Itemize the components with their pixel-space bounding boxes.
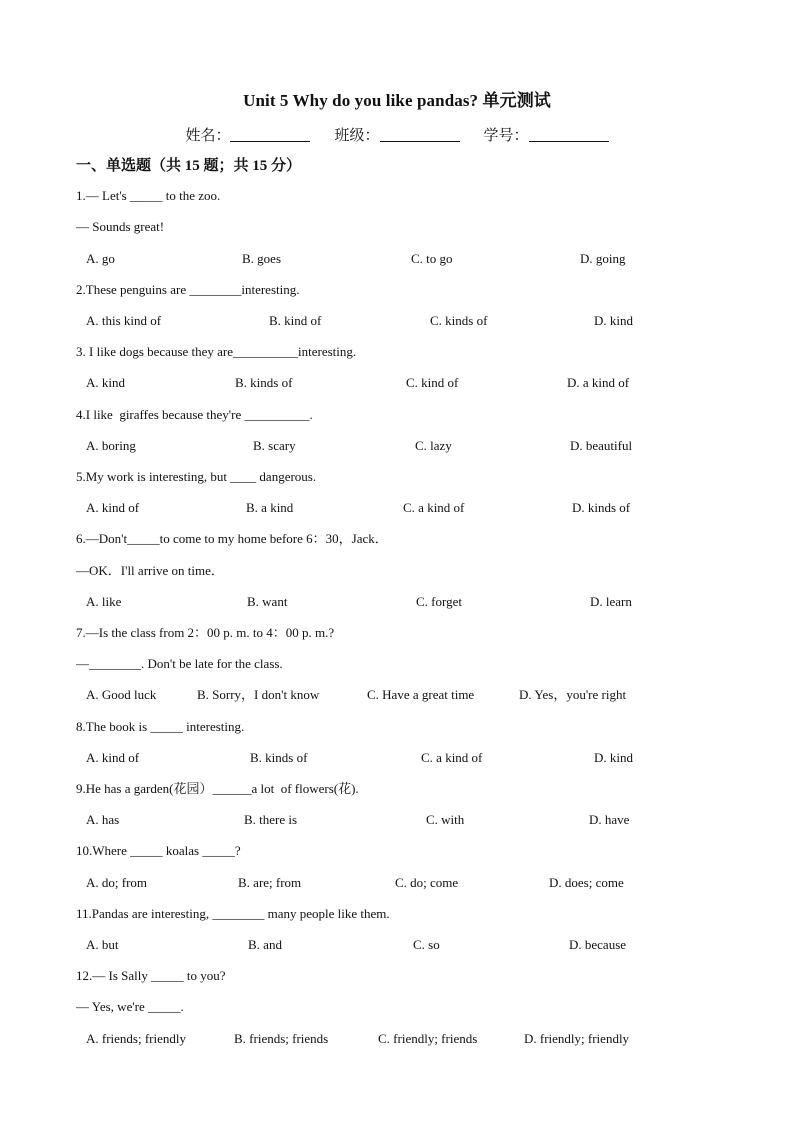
question-11-stem: 11.Pandas are interesting, ________ many people like them.	[76, 906, 390, 921]
q10-option-b[interactable]: B. are; from	[238, 875, 302, 890]
question-1-line-2: — Sounds great!	[76, 219, 165, 234]
q8-option-b[interactable]: B. kinds of	[250, 750, 308, 765]
q9-option-d[interactable]: D. have	[589, 812, 630, 827]
question-6-line-2: —OK．I'll arrive on time．	[76, 563, 224, 578]
q6-option-b[interactable]: B. want	[247, 594, 288, 609]
q12-option-a[interactable]: A. friends; friendly	[86, 1031, 187, 1046]
q7-option-b[interactable]: B. Sorry，I don't know	[197, 687, 320, 702]
q4-option-b[interactable]: B. scary	[253, 438, 296, 453]
question-10-stem: 10.Where _____ koalas _____?	[76, 843, 241, 858]
class-blank[interactable]	[380, 127, 460, 142]
q12-option-d[interactable]: D. friendly; friendly	[524, 1031, 630, 1046]
question-9-stem: 9.He has a garden(花园）______a lot of flowers(花).	[76, 781, 359, 796]
q5-option-b[interactable]: B. a kind	[246, 500, 294, 515]
q6-option-d[interactable]: D. learn	[590, 594, 632, 609]
name-label: 姓名：	[185, 128, 231, 144]
question-1-stem: 1.— Let's _____ to the zoo.	[76, 188, 221, 203]
q12-option-c[interactable]: C. friendly; friends	[378, 1031, 478, 1046]
q8-option-a[interactable]: A. kind of	[86, 750, 140, 765]
q7-option-d[interactable]: D. Yes，you're right	[519, 687, 627, 702]
q1-option-c[interactable]: C. to go	[411, 251, 453, 266]
q7-option-c[interactable]: C. Have a great time	[367, 687, 475, 702]
question-12-stem: 12.— Is Sally _____ to you?	[76, 968, 226, 983]
q2-option-d[interactable]: D. kind	[594, 313, 633, 328]
question-12-line-2: — Yes, we're _____.	[76, 999, 184, 1014]
q8-option-c[interactable]: C. a kind of	[421, 750, 483, 765]
question-8-stem: 8.The book is _____ interesting.	[76, 719, 245, 734]
q9-option-a[interactable]: A. has	[86, 812, 120, 827]
q6-option-c[interactable]: C. forget	[416, 594, 462, 609]
page-title: Unit 5 Why do you like pandas? 单元测试	[243, 91, 551, 110]
q1-option-b[interactable]: B. goes	[242, 251, 281, 266]
q9-option-c[interactable]: C. with	[426, 812, 465, 827]
q4-option-d[interactable]: D. beautiful	[570, 438, 633, 453]
question-4-stem: 4.I like giraffes because they're __________.	[76, 407, 313, 422]
question-2-stem: 2.These penguins are ________interesting.	[76, 282, 300, 297]
q10-option-c[interactable]: C. do; come	[395, 875, 459, 890]
q9-option-b[interactable]: B. there is	[244, 812, 298, 827]
q2-option-b[interactable]: B. kind of	[269, 313, 322, 328]
q8-option-d[interactable]: D. kind	[594, 750, 633, 765]
q3-option-d[interactable]: D. a kind of	[567, 375, 630, 390]
question-7-line-2: —________. Don't be late for the class.	[76, 656, 283, 671]
q10-option-a[interactable]: A. do; from	[86, 875, 148, 890]
q1-option-a[interactable]: A. go	[86, 251, 115, 266]
q4-option-a[interactable]: A. boring	[86, 438, 136, 453]
q2-option-c[interactable]: C. kinds of	[430, 313, 488, 328]
q6-option-a[interactable]: A. like	[86, 594, 122, 609]
q3-option-b[interactable]: B. kinds of	[235, 375, 293, 390]
q5-option-c[interactable]: C. a kind of	[403, 500, 465, 515]
question-3-stem: 3. I like dogs because they are__________interesting.	[76, 344, 357, 359]
q2-option-a[interactable]: A. this kind of	[86, 313, 162, 328]
question-6-stem: 6.—Don't_____to come to my home before 6：30，Jack．	[76, 531, 388, 546]
q10-option-d[interactable]: D. does; come	[549, 875, 624, 890]
q5-option-d[interactable]: D. kinds of	[572, 500, 631, 515]
q11-option-d[interactable]: D. because	[569, 937, 627, 952]
question-7-stem: 7.—Is the class from 2：00 p. m. to 4：00 p. m.?	[76, 625, 335, 640]
q3-option-a[interactable]: A. kind	[86, 375, 125, 390]
number-label: 学号：	[483, 128, 529, 144]
number-blank[interactable]	[529, 127, 609, 142]
q4-option-c[interactable]: C. lazy	[415, 438, 452, 453]
q11-option-a[interactable]: A. but	[86, 937, 119, 952]
q3-option-c[interactable]: C. kind of	[406, 375, 459, 390]
section-heading: 一、单选题（共 15 题；共 15 分）	[76, 158, 302, 174]
class-label: 班级：	[334, 128, 380, 144]
name-blank[interactable]	[230, 127, 310, 142]
q11-option-c[interactable]: C. so	[413, 937, 440, 952]
q7-option-a[interactable]: A. Good luck	[86, 687, 157, 702]
q5-option-a[interactable]: A. kind of	[86, 500, 140, 515]
q11-option-b[interactable]: B. and	[248, 937, 282, 952]
student-info-row	[0, 124, 794, 145]
q12-option-b[interactable]: B. friends; friends	[234, 1031, 329, 1046]
question-5-stem: 5.My work is interesting, but ____ dangerous.	[76, 469, 317, 484]
q1-option-d[interactable]: D. going	[580, 251, 626, 266]
